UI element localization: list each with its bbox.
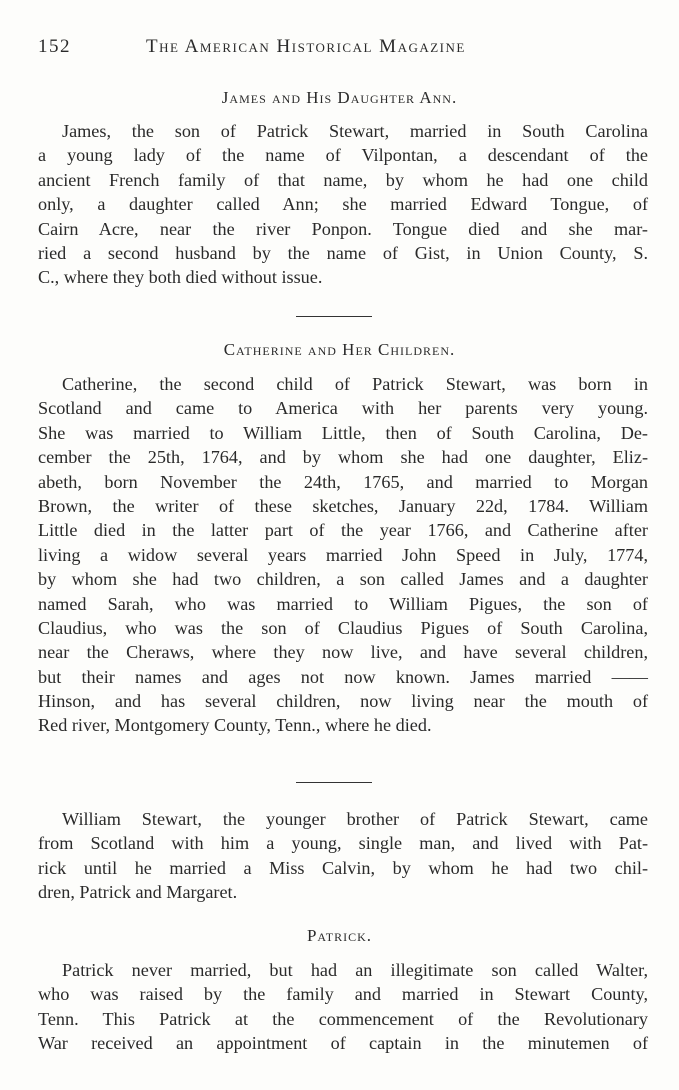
text-line: a young lady of the name of Vilpontan, a descendant of the [38,145,648,166]
text-line: Brown, the writer of these sketches, January 22d, 1784. William [38,495,648,516]
text-line: rick until he married a Miss Calvin, by whom he had two chil- [38,857,648,878]
text-line: War received an appointment of captain in the minutemen of [38,1033,648,1054]
text-line: Cairn Acre, near the river Ponpon. Tongue died and she mar- [38,218,648,239]
section-heading-patrick: Patrick. [306,926,373,945]
text-line: Catherine, the second child of Patrick Stewart, was born in [62,374,648,394]
section-heading-james: James and His Daughter Ann. [221,88,458,107]
page-header [38,36,638,64]
text-line: living a widow several years married John Speed in July, 1774, [38,544,648,565]
text-line: from Scotland with him a young, single man, and lived with Pat- [38,833,648,854]
text-line: who was raised by the family and married in Stewart County, [38,984,648,1005]
running-head: The American Historical Magazine [146,36,466,57]
paragraph-james [38,119,648,290]
section-heading-catherine: Catherine and Her Children. [223,340,456,359]
paragraph-patrick [38,958,648,1056]
text-line: cember the 25th, 1764, and by whom she had one daughter, Eliz- [38,447,648,468]
text-line: but their names and ages not now known. James married —— [38,666,648,687]
section-divider [296,316,372,317]
text-line: Tenn. This Patrick at the commencement of the Revolutionary [38,1008,648,1029]
text-line: C., where they both died without issue. [38,267,323,288]
text-line: Scotland and came to America with her parents very young. [38,398,648,419]
text-line: near the Cheraws, where they now live, and have several children, [38,642,648,663]
text-line: ried a second husband by the name of Gist, in Union County, S. [38,242,648,263]
text-line: abeth, born November the 24th, 1765, and married to Morgan [38,471,648,492]
text-line: Little died in the latter part of the year 1766, and Catherine after [38,520,648,541]
text-line: dren, Patrick and Margaret. [38,882,238,903]
paragraph-catherine [38,372,648,738]
text-line: William Stewart, the younger brother of Patrick Stewart, came [62,809,648,829]
text-line: Hinson, and has several children, now living near the mouth of [38,691,648,712]
text-line: Patrick never married, but had an illegitimate son called Walter, [62,960,648,980]
text-line: She was married to William Little, then of South Carolina, De- [38,422,648,443]
page-number: 152 [38,36,71,57]
text-line: by whom she had two children, a son called James and a daughter [38,569,648,590]
text-line: only, a daughter called Ann; she married Edward Tongue, of [38,194,648,215]
text-line: Claudius, who was the son of Claudius Pigues of South Carolina, [38,617,648,638]
text-line: ancient French family of that name, by whom he had one child [38,169,648,190]
text-line: named Sarah, who was married to William Pigues, the son of [38,593,648,614]
text-line: Red river, Montgomery County, Tenn., where he died. [38,715,432,736]
text-line: James, the son of Patrick Stewart, married in South Carolina [62,121,648,141]
paragraph-william [38,807,648,905]
section-divider [296,782,372,783]
